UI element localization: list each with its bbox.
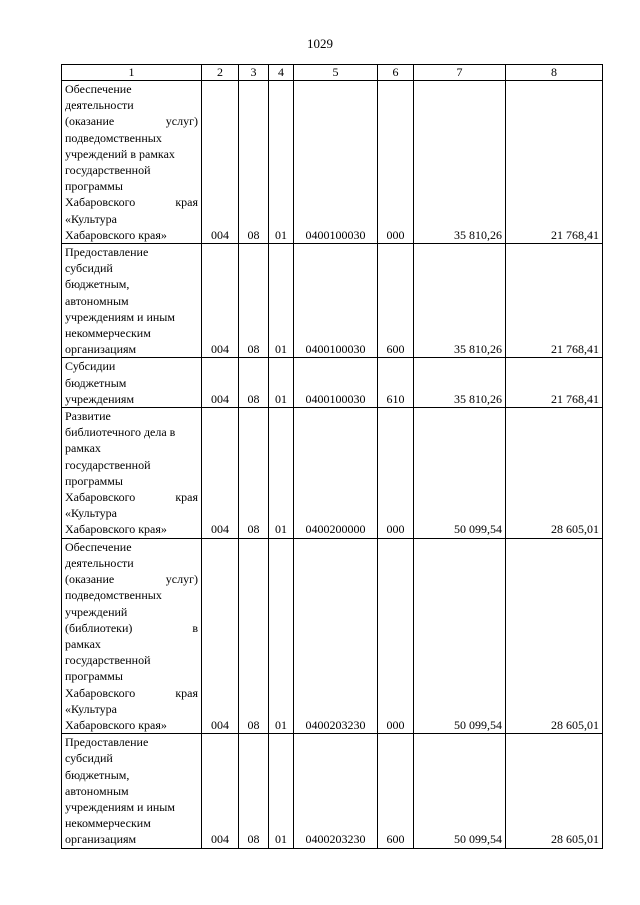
row-name-line: «Культура [65,701,117,716]
amount-cell: 21 768,41 [506,244,603,358]
row-name-line: программы [65,473,123,488]
target-article-cell: 0400100030 [294,358,378,408]
amount-cell: 50 099,54 [414,734,506,848]
row-name-cell [62,81,202,244]
table-row [62,538,603,733]
row-name-line: программы [65,669,123,684]
row-name-line: Обеспечение [65,539,132,554]
row-name-line: учреждений в рамках [65,146,175,161]
expense-type-cell: 600 [378,734,414,848]
column-header: 2 [202,65,239,81]
row-name-line: Хабаровского края» [65,522,167,537]
row-name-line: рамках [65,636,101,651]
code-cell: 004 [202,408,239,539]
table-body [62,81,603,849]
table-row [62,244,603,358]
subsection-cell: 01 [269,538,294,733]
row-name-cell [62,244,202,358]
target-article-cell: 0400203230 [294,734,378,848]
column-header: 6 [378,65,414,81]
amount-cell: 28 605,01 [506,408,603,539]
row-name-line: (библиотеки) в [65,620,198,635]
row-name-line: некоммерческим [65,326,151,341]
row-name-line: (оказание услуг) [65,572,198,587]
code-cell: 004 [202,358,239,408]
column-header: 3 [239,65,269,81]
amount-cell: 21 768,41 [506,81,603,244]
row-name-line: Субсидии [65,359,116,374]
section-cell: 08 [239,734,269,848]
code-cell: 004 [202,734,239,848]
row-name-line: подведомственных [65,588,162,603]
target-article-cell: 0400100030 [294,81,378,244]
code-cell: 004 [202,81,239,244]
section-cell: 08 [239,244,269,358]
row-name-line: деятельности [65,555,134,570]
amount-cell: 35 810,26 [414,244,506,358]
row-name-line: Развитие [65,409,111,424]
section-cell: 08 [239,538,269,733]
table-row [62,734,603,848]
target-article-cell: 0400100030 [294,244,378,358]
budget-table [61,64,603,849]
column-header: 7 [414,65,506,81]
row-name-line: учреждениям и иным [65,799,175,814]
amount-cell: 35 810,26 [414,81,506,244]
row-name-cell [62,408,202,539]
expense-type-cell: 000 [378,538,414,733]
row-name-line: автономным [65,293,129,308]
row-name-line: бюджетным [65,375,127,390]
amount-cell: 28 605,01 [506,734,603,848]
subsection-cell: 01 [269,408,294,539]
row-name-line: бюджетным, [65,767,130,782]
row-name-line: «Культура [65,211,117,226]
column-header: 8 [506,65,603,81]
row-name-line: некоммерческим [65,816,151,831]
row-name-line: учреждениям [65,391,135,406]
expense-type-cell: 000 [378,81,414,244]
expense-type-cell: 600 [378,244,414,358]
row-name-line: автономным [65,783,129,798]
row-name-line: подведомственных [65,130,162,145]
row-name-line: учреждениям и иным [65,309,175,324]
row-name-cell [62,538,202,733]
row-name-cell [62,358,202,408]
section-cell: 08 [239,408,269,539]
row-name-line: (оказание услуг) [65,114,198,129]
row-name-line: «Культура [65,506,117,521]
column-header: 5 [294,65,378,81]
amount-cell: 35 810,26 [414,358,506,408]
row-name-cell [62,734,202,848]
code-cell: 004 [202,244,239,358]
page-number: 1029 [307,36,333,51]
row-name-line: рамках [65,441,101,456]
section-cell: 08 [239,81,269,244]
amount-cell: 50 099,54 [414,408,506,539]
amount-cell: 21 768,41 [506,358,603,408]
row-name-line: государственной [65,457,151,472]
row-name-line: субсидий [65,261,113,276]
row-name-line: Хабаровского края [65,490,198,505]
target-article-cell: 0400200000 [294,408,378,539]
row-name-line: Предоставление [65,735,149,750]
row-name-line: субсидий [65,751,113,766]
table-row [62,358,603,408]
row-name-line: государственной [65,653,151,668]
column-header: 1 [62,65,202,81]
subsection-cell: 01 [269,734,294,848]
section-cell: 08 [239,358,269,408]
table-row [62,408,603,539]
subsection-cell: 01 [269,81,294,244]
header-row [62,65,603,81]
row-name-line: бюджетным, [65,277,130,292]
row-name-line: Предоставление [65,245,149,260]
row-name-line: Хабаровского края» [65,227,167,242]
row-name-line: организациям [65,342,137,357]
row-name-line: государственной [65,163,151,178]
row-name-line: Обеспечение [65,82,132,96]
row-name-line: учреждений [65,604,128,619]
row-name-line: организациям [65,832,137,847]
code-cell: 004 [202,538,239,733]
row-name-line: программы [65,179,123,194]
row-name-line: Хабаровского края [65,685,198,700]
row-name-line: Хабаровского края [65,195,198,210]
table-row [62,81,603,244]
amount-cell: 28 605,01 [506,538,603,733]
row-name-line: библиотечного дела в [65,425,176,440]
row-name-line: Хабаровского края» [65,717,167,732]
subsection-cell: 01 [269,358,294,408]
target-article-cell: 0400203230 [294,538,378,733]
amount-cell: 50 099,54 [414,538,506,733]
subsection-cell: 01 [269,244,294,358]
column-header: 4 [269,65,294,81]
expense-type-cell: 000 [378,408,414,539]
row-name-line: деятельности [65,98,134,113]
expense-type-cell: 610 [378,358,414,408]
